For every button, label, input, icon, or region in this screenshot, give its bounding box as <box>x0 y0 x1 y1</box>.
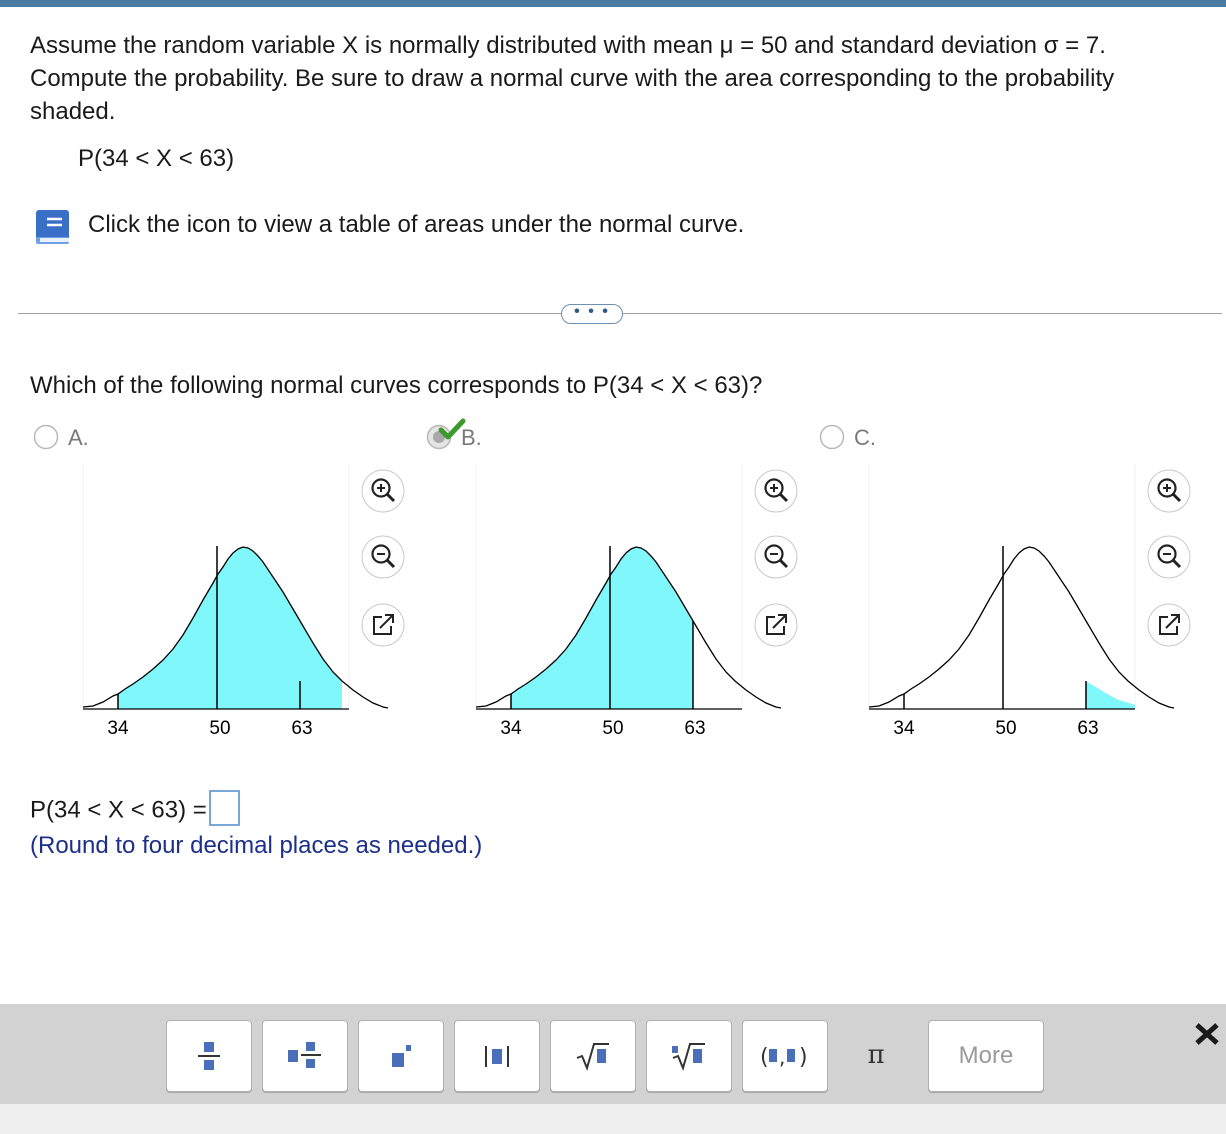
question-text <box>30 29 1215 128</box>
tick-label-a-34: 34 <box>107 718 129 739</box>
table-link-text[interactable]: Click the icon to view a table of areas under the normal curve. <box>88 211 745 238</box>
fraction-icon <box>194 1036 224 1076</box>
bell-curve-c <box>869 547 1174 708</box>
square-root-icon <box>571 1036 615 1076</box>
zoom-out-icon[interactable] <box>360 534 406 580</box>
answer-prompt: P(34 < X < 63) = <box>30 796 207 824</box>
exponent-button[interactable] <box>358 1020 444 1092</box>
curve-question: Which of the following normal curves corresponds to P(34 < X < 63)? <box>30 372 763 399</box>
option-label-a: A. <box>68 425 89 450</box>
expand-button[interactable] <box>561 304 623 324</box>
ordered-pair-button[interactable] <box>742 1020 828 1092</box>
top-accent-bar <box>0 0 1226 7</box>
normal-curve-plot-a <box>33 424 413 754</box>
option-b[interactable] <box>426 424 806 754</box>
zoom-out-icon[interactable] <box>1146 534 1192 580</box>
square-root-button[interactable] <box>550 1020 636 1092</box>
answer-row <box>30 793 240 829</box>
question-line-3: shaded. <box>30 98 116 125</box>
fraction-button[interactable] <box>166 1020 252 1092</box>
shaded-area-c <box>1086 681 1135 709</box>
absolute-value-button[interactable] <box>454 1020 540 1092</box>
nth-root-icon <box>667 1036 711 1076</box>
normal-curve-plot-b <box>426 424 806 754</box>
absolute-value-icon <box>477 1036 517 1076</box>
svg-text:,: , <box>779 1045 786 1069</box>
option-label-c: C. <box>854 425 876 450</box>
tick-label-b-34: 34 <box>500 718 522 739</box>
option-a[interactable] <box>33 424 413 754</box>
tick-label-a-50: 50 <box>209 718 231 739</box>
tick-label-a-63: 63 <box>291 718 313 739</box>
bottom-strip <box>0 1104 1226 1134</box>
expand-label: • • • <box>574 303 610 320</box>
popout-icon[interactable] <box>753 602 799 648</box>
popout-icon[interactable] <box>360 602 406 648</box>
zoom-out-icon[interactable] <box>753 534 799 580</box>
tick-label-c-34: 34 <box>893 718 915 739</box>
zoom-in-icon[interactable] <box>360 468 406 514</box>
tick-label-b-63: 63 <box>684 718 706 739</box>
option-c[interactable] <box>819 424 1199 754</box>
popout-icon[interactable] <box>1146 602 1192 648</box>
mixed-number-button[interactable] <box>262 1020 348 1092</box>
shaded-area-a <box>118 547 342 709</box>
mixed-number-icon <box>285 1036 325 1076</box>
close-icon[interactable] <box>1188 1014 1224 1050</box>
book-icon[interactable] <box>33 207 73 247</box>
pi-button[interactable]: π <box>867 1040 885 1070</box>
svg-text:(: ( <box>760 1045 769 1070</box>
tick-label-c-63: 63 <box>1077 718 1099 739</box>
question-line-2: Compute the probability. Be sure to draw a normal curve with the area corresponding to the probability <box>30 65 1115 92</box>
zoom-in-icon[interactable] <box>1146 468 1192 514</box>
exponent-icon <box>386 1036 416 1076</box>
tick-label-c-50: 50 <box>995 718 1017 739</box>
option-label-b: B. <box>461 425 482 450</box>
probability-expression: P(34 < X < 63) <box>78 145 235 172</box>
math-toolbar <box>0 1004 1226 1104</box>
question-line-1: Assume the random variable X is normally distributed with mean μ = 50 and standard deviation σ = 7. <box>30 32 1106 59</box>
more-button[interactable]: More <box>928 1020 1044 1092</box>
ordered-pair-icon <box>757 1036 813 1076</box>
normal-curve-plot-c <box>819 424 1199 754</box>
tick-label-b-50: 50 <box>602 718 624 739</box>
answer-input[interactable] <box>209 790 240 826</box>
zoom-in-icon[interactable] <box>753 468 799 514</box>
rounding-hint: (Round to four decimal places as needed.) <box>30 832 483 859</box>
nth-root-button[interactable] <box>646 1020 732 1092</box>
shaded-area-b <box>511 547 693 709</box>
svg-text:): ) <box>799 1045 808 1070</box>
